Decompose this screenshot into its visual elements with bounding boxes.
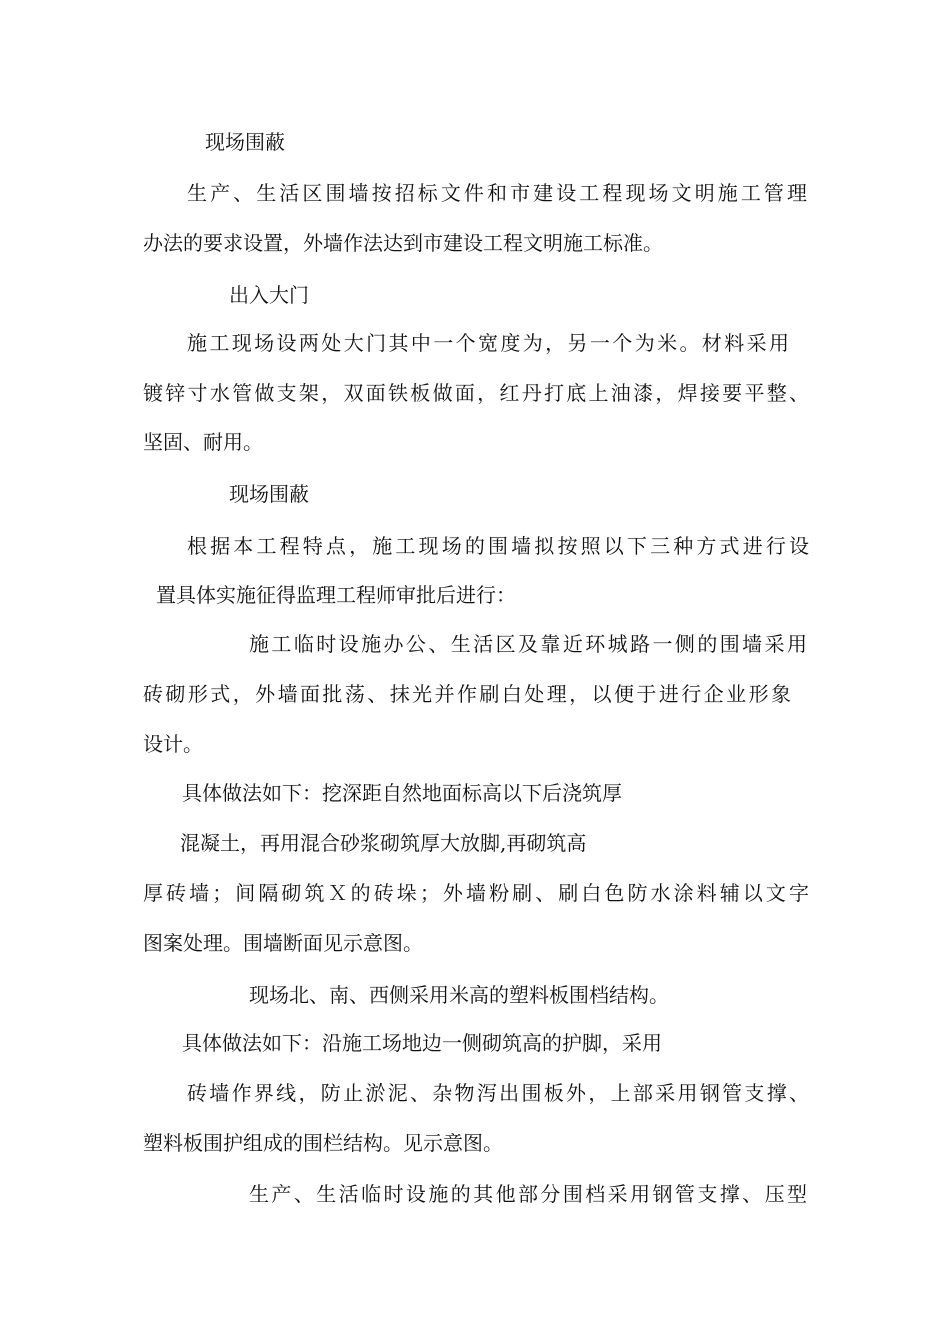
paragraph-line: 置具体实施征得监理工程师审批后进行： — [156, 583, 516, 607]
paragraph-line: 具体做法如下：沿施工场地边一侧砌筑高的护脚，采用 — [182, 1031, 662, 1055]
paragraph-line: 塑料板围护组成的围栏结构。见示意图。 — [143, 1131, 503, 1155]
paragraph-line: 厚砖墙；间隔砌筑Ｘ的砖垛；外墙粉刷、刷白色防水涂料辅以文字 — [143, 881, 809, 905]
paragraph-line: 办法的要求设置，外墙作法达到市建设工程文明施工标准。 — [143, 231, 663, 255]
paragraph-line: 具体做法如下：挖深距自然地面标高以下后浇筑厚 — [182, 781, 622, 805]
paragraph-line: 镀锌寸水管做支架，双面铁板做面，红丹打底上油漆，焊接要平整、 — [143, 381, 809, 405]
section-heading: 现场围蔽 — [205, 130, 285, 154]
paragraph-line: 现场北、南、西侧采用米高的塑料板围档结构。 — [249, 983, 669, 1007]
paragraph-line: 施工现场设两处大门其中一个宽度为，另一个为米。材料采用 — [187, 331, 789, 355]
paragraph-line: 生产、生活区围墙按招标文件和市建设工程现场文明施工管理 — [187, 181, 807, 205]
section-heading: 出入大门 — [229, 283, 309, 307]
paragraph-line: 混凝土，再用混合砂浆砌筑厚大放脚,再砌筑高 — [180, 831, 587, 855]
paragraph-line: 图案处理。围墙断面见示意图。 — [143, 931, 423, 955]
paragraph-line: 生产、生活临时设施的其他部分围档采用钢管支撑、压型 — [249, 1182, 807, 1206]
paragraph-line: 设计。 — [143, 732, 203, 756]
paragraph-line: 施工临时设施办公、生活区及靠近环城路一侧的围墙采用 — [249, 632, 807, 656]
paragraph-line: 坚固、耐用。 — [143, 430, 263, 454]
paragraph-line: 根据本工程特点，施工现场的围墙拟按照以下三种方式进行设 — [187, 534, 809, 558]
paragraph-line: 砖墙作界线，防止淤泥、杂物泻出围板外，上部采用钢管支撑、 — [187, 1081, 809, 1105]
section-heading: 现场围蔽 — [229, 482, 309, 506]
paragraph-line: 砖砌形式，外墙面批荡、抹光并作刷白处理，以便于进行企业形象 — [143, 682, 791, 706]
